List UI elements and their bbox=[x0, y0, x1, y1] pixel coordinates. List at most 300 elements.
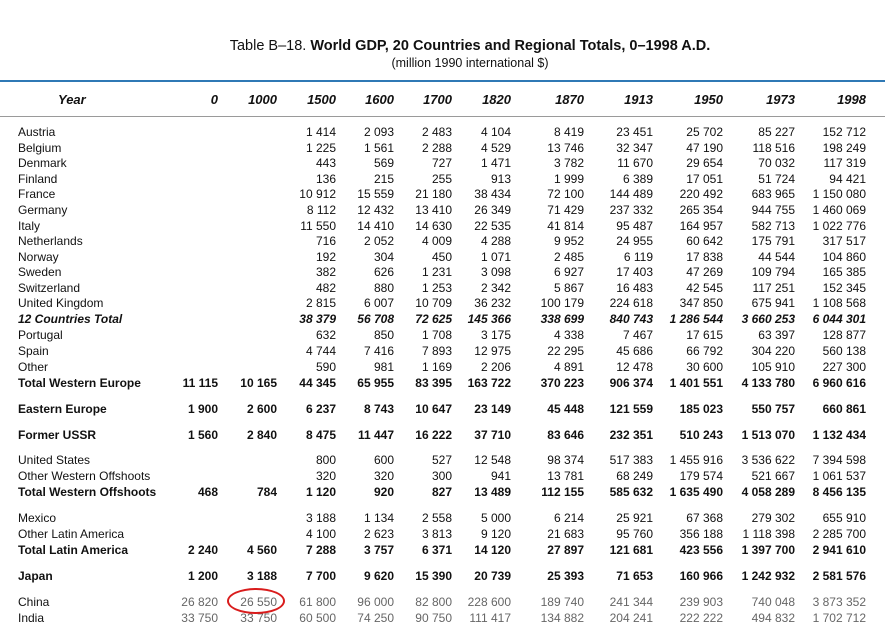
table-title-prefix: Table B–18. bbox=[229, 38, 307, 54]
table-cell: 655 910 bbox=[822, 511, 866, 525]
table-cell: 45 448 bbox=[547, 402, 584, 416]
table-cell: 65 955 bbox=[357, 376, 394, 390]
table-row bbox=[0, 344, 885, 359]
table-cell: 94 421 bbox=[829, 172, 866, 186]
highlight-circle bbox=[227, 588, 285, 614]
table-cell: 255 bbox=[431, 172, 452, 186]
table-cell: 237 332 bbox=[609, 203, 653, 217]
table-cell: 1 702 712 bbox=[812, 611, 866, 625]
table-cell: 1 286 544 bbox=[669, 312, 723, 326]
table-cell: 840 743 bbox=[609, 312, 653, 326]
table-cell: 118 516 bbox=[752, 141, 795, 155]
table-cell: 370 223 bbox=[540, 376, 584, 390]
row-label: Sweden bbox=[18, 265, 62, 279]
table-cell: 7 893 bbox=[421, 344, 452, 358]
table-cell: 3 660 253 bbox=[741, 312, 795, 326]
table-cell: 727 bbox=[431, 156, 452, 170]
table-cell: 14 410 bbox=[357, 219, 394, 233]
table-cell: 7 394 598 bbox=[812, 453, 866, 467]
table-cell: 2 623 bbox=[363, 527, 394, 541]
table-cell: 1 708 bbox=[421, 328, 452, 342]
table-cell: 21 683 bbox=[547, 527, 584, 541]
table-cell: 175 791 bbox=[751, 234, 795, 248]
table-cell: 7 700 bbox=[305, 569, 336, 583]
table-row bbox=[0, 187, 885, 202]
table-cell: 1 253 bbox=[421, 281, 452, 295]
table-cell: 24 955 bbox=[616, 234, 653, 248]
header-col-8: 1913 bbox=[624, 92, 653, 107]
table-cell: 1 561 bbox=[363, 141, 394, 155]
table-cell: 227 300 bbox=[822, 360, 866, 374]
row-label: 12 Countries Total bbox=[18, 312, 123, 326]
table-cell: 569 bbox=[373, 156, 394, 170]
table-cell: 23 149 bbox=[474, 402, 511, 416]
row-label: Finland bbox=[18, 172, 58, 186]
table-cell: 83 646 bbox=[547, 428, 584, 442]
table-cell: 660 861 bbox=[822, 402, 866, 416]
table-cell: 179 574 bbox=[679, 469, 723, 483]
table-cell: 3 175 bbox=[480, 328, 511, 342]
table-cell: 98 374 bbox=[547, 453, 584, 467]
table-cell: 279 302 bbox=[751, 511, 795, 525]
header-col-2: 1000 bbox=[248, 92, 277, 107]
table-cell: 51 724 bbox=[758, 172, 795, 186]
table-cell: 1 455 916 bbox=[669, 453, 723, 467]
header-col-6: 1820 bbox=[482, 92, 511, 107]
table-cell: 56 708 bbox=[357, 312, 394, 326]
table-cell: 6 960 616 bbox=[812, 376, 866, 390]
table-cell: 26 820 bbox=[181, 595, 218, 609]
table-cell: 1 169 bbox=[421, 360, 452, 374]
table-cell: 232 351 bbox=[609, 428, 653, 442]
table-cell: 6 007 bbox=[363, 296, 394, 310]
header-col-3: 1500 bbox=[307, 92, 336, 107]
table-row bbox=[0, 428, 885, 443]
table-cell: 10 647 bbox=[415, 402, 452, 416]
table-cell: 1 999 bbox=[553, 172, 584, 186]
table-cell: 2 093 bbox=[363, 125, 394, 139]
table-cell: 3 757 bbox=[363, 543, 394, 557]
table-cell: 14 630 bbox=[415, 219, 452, 233]
table-cell: 26 550 bbox=[240, 595, 277, 609]
table-cell: 144 489 bbox=[609, 187, 653, 201]
table-cell: 482 bbox=[315, 281, 336, 295]
table-cell: 600 bbox=[373, 453, 394, 467]
table-cell: 45 686 bbox=[616, 344, 653, 358]
table-cell: 4 891 bbox=[553, 360, 584, 374]
table-cell: 356 188 bbox=[679, 527, 723, 541]
table-cell: 109 794 bbox=[751, 265, 795, 279]
table-title bbox=[0, 37, 885, 55]
table-cell: 527 bbox=[431, 453, 452, 467]
table-cell: 4 288 bbox=[480, 234, 511, 248]
table-cell: 27 897 bbox=[547, 543, 584, 557]
table-row bbox=[0, 234, 885, 249]
table-cell: 2 285 700 bbox=[812, 527, 866, 541]
table-subtitle: (million 1990 international $) bbox=[391, 56, 549, 70]
header-col-9: 1950 bbox=[694, 92, 723, 107]
header-year: Year bbox=[58, 92, 86, 107]
table-cell: 198 249 bbox=[822, 141, 866, 155]
table-cell: 13 746 bbox=[547, 141, 584, 155]
table-cell: 11 670 bbox=[617, 156, 653, 170]
table-cell: 4 058 289 bbox=[741, 485, 795, 499]
table-cell: 152 345 bbox=[822, 281, 866, 295]
table-cell: 3 813 bbox=[421, 527, 452, 541]
table-cell: 22 535 bbox=[474, 219, 511, 233]
top-divider bbox=[0, 80, 885, 82]
table-row bbox=[0, 469, 885, 484]
table-cell: 72 100 bbox=[547, 187, 584, 201]
row-label: Norway bbox=[18, 250, 59, 264]
table-cell: 827 bbox=[431, 485, 452, 499]
table-cell: 21 180 bbox=[415, 187, 452, 201]
table-cell: 14 120 bbox=[474, 543, 511, 557]
table-cell: 10 709 bbox=[415, 296, 452, 310]
table-cell: 981 bbox=[373, 360, 394, 374]
table-cell: 82 800 bbox=[415, 595, 452, 609]
row-label: Japan bbox=[18, 569, 53, 583]
table-cell: 347 850 bbox=[679, 296, 723, 310]
table-cell: 8 743 bbox=[363, 402, 394, 416]
table-cell: 9 120 bbox=[480, 527, 511, 541]
table-cell: 10 165 bbox=[240, 376, 277, 390]
table-cell: 906 374 bbox=[609, 376, 653, 390]
table-cell: 83 395 bbox=[415, 376, 452, 390]
table-cell: 1 071 bbox=[480, 250, 511, 264]
table-cell: 1 022 776 bbox=[812, 219, 866, 233]
table-cell: 3 098 bbox=[480, 265, 511, 279]
table-cell: 1 242 932 bbox=[741, 569, 795, 583]
table-row bbox=[0, 328, 885, 343]
table-cell: 7 416 bbox=[363, 344, 394, 358]
table-cell: 30 600 bbox=[686, 360, 723, 374]
table-row bbox=[0, 511, 885, 526]
table-row bbox=[0, 312, 885, 327]
table-row bbox=[0, 172, 885, 187]
table-cell: 2 485 bbox=[553, 250, 584, 264]
table-row bbox=[0, 250, 885, 265]
table-cell: 4 133 780 bbox=[741, 376, 795, 390]
table-cell: 17 051 bbox=[686, 172, 723, 186]
row-label: Portugal bbox=[18, 328, 63, 342]
table-cell: 850 bbox=[373, 328, 394, 342]
table-cell: 38 379 bbox=[299, 312, 336, 326]
row-label: Total Western Offshoots bbox=[18, 485, 157, 499]
table-cell: 1 200 bbox=[187, 569, 218, 583]
table-cell: 224 618 bbox=[609, 296, 653, 310]
table-cell: 112 155 bbox=[541, 485, 584, 499]
table-cell: 220 492 bbox=[679, 187, 723, 201]
table-cell: 192 bbox=[315, 250, 336, 264]
row-label: Other Latin America bbox=[18, 527, 125, 541]
table-cell: 2 240 bbox=[187, 543, 218, 557]
table-cell: 8 419 bbox=[553, 125, 584, 139]
table-cell: 6 044 301 bbox=[812, 312, 866, 326]
table-row bbox=[0, 281, 885, 296]
table-cell: 11 550 bbox=[300, 219, 336, 233]
table-cell: 164 957 bbox=[679, 219, 723, 233]
table-cell: 22 295 bbox=[547, 344, 584, 358]
header-col-5: 1700 bbox=[423, 92, 452, 107]
table-cell: 121 681 bbox=[609, 543, 653, 557]
table-cell: 222 222 bbox=[679, 611, 723, 625]
table-cell: 3 782 bbox=[553, 156, 584, 170]
table-cell: 4 560 bbox=[246, 543, 277, 557]
row-label: China bbox=[18, 595, 50, 609]
table-cell: 3 188 bbox=[246, 569, 277, 583]
table-cell: 12 432 bbox=[357, 203, 394, 217]
table-row bbox=[0, 595, 885, 610]
table-cell: 1 132 434 bbox=[812, 428, 866, 442]
table-cell: 5 000 bbox=[480, 511, 511, 525]
table-cell: 8 456 135 bbox=[812, 485, 866, 499]
table-cell: 880 bbox=[373, 281, 394, 295]
table-cell: 632 bbox=[315, 328, 336, 342]
table-cell: 228 600 bbox=[467, 595, 511, 609]
table-cell: 468 bbox=[197, 485, 218, 499]
table-cell: 1 134 bbox=[363, 511, 394, 525]
table-cell: 521 667 bbox=[751, 469, 795, 483]
table-row bbox=[0, 485, 885, 500]
table-cell: 4 100 bbox=[305, 527, 336, 541]
table-cell: 1 401 551 bbox=[669, 376, 723, 390]
row-label: Other bbox=[18, 360, 49, 374]
table-cell: 17 403 bbox=[616, 265, 653, 279]
table-row bbox=[0, 453, 885, 468]
table-title-main: World GDP, 20 Countries and Regional Totals, 0–1998 A.D. bbox=[310, 38, 711, 54]
row-label: India bbox=[18, 611, 45, 625]
table-cell: 913 bbox=[490, 172, 511, 186]
table-cell: 8 112 bbox=[306, 203, 336, 217]
table-cell: 111 417 bbox=[469, 611, 511, 625]
table-cell: 585 632 bbox=[609, 485, 653, 499]
table-cell: 320 bbox=[373, 469, 394, 483]
table-cell: 33 750 bbox=[240, 611, 277, 625]
row-label: Switzerland bbox=[18, 281, 81, 295]
table-cell: 71 653 bbox=[616, 569, 653, 583]
table-cell: 4 104 bbox=[480, 125, 511, 139]
row-label: United Kingdom bbox=[18, 296, 104, 310]
table-cell: 338 699 bbox=[540, 312, 584, 326]
table-cell: 1 118 398 bbox=[742, 527, 795, 541]
table-cell: 128 877 bbox=[822, 328, 866, 342]
table-cell: 920 bbox=[373, 485, 394, 499]
table-cell: 17 838 bbox=[686, 250, 723, 264]
table-cell: 12 975 bbox=[474, 344, 511, 358]
table-cell: 626 bbox=[373, 265, 394, 279]
table-cell: 740 048 bbox=[751, 595, 795, 609]
table-cell: 74 250 bbox=[357, 611, 394, 625]
table-cell: 68 249 bbox=[616, 469, 653, 483]
table-cell: 1 231 bbox=[421, 265, 452, 279]
table-cell: 71 429 bbox=[547, 203, 584, 217]
table-cell: 96 000 bbox=[357, 595, 394, 609]
table-cell: 1 471 bbox=[480, 156, 511, 170]
table-cell: 117 251 bbox=[752, 281, 795, 295]
table-row bbox=[0, 402, 885, 417]
table-cell: 800 bbox=[315, 453, 336, 467]
row-label: Total Western Europe bbox=[18, 376, 141, 390]
table-row bbox=[0, 376, 885, 391]
table-row bbox=[0, 125, 885, 140]
table-cell: 60 642 bbox=[686, 234, 723, 248]
table-cell: 25 702 bbox=[686, 125, 723, 139]
table-cell: 6 237 bbox=[305, 402, 336, 416]
table-row bbox=[0, 203, 885, 218]
table-cell: 66 792 bbox=[686, 344, 723, 358]
table-cell: 25 393 bbox=[547, 569, 584, 583]
table-cell: 3 873 352 bbox=[812, 595, 866, 609]
table-cell: 136 bbox=[315, 172, 336, 186]
table-cell: 61 800 bbox=[299, 595, 336, 609]
table-cell: 85 227 bbox=[758, 125, 795, 139]
table-cell: 33 750 bbox=[181, 611, 218, 625]
table-cell: 16 222 bbox=[415, 428, 452, 442]
table-cell: 784 bbox=[256, 485, 277, 499]
table-cell: 1 513 070 bbox=[741, 428, 795, 442]
table-cell: 47 269 bbox=[686, 265, 723, 279]
table-cell: 44 544 bbox=[758, 250, 795, 264]
table-cell: 320 bbox=[315, 469, 336, 483]
row-label: Belgium bbox=[18, 141, 62, 155]
table-cell: 165 385 bbox=[822, 265, 866, 279]
table-cell: 160 966 bbox=[679, 569, 723, 583]
table-row bbox=[0, 360, 885, 375]
table-cell: 550 757 bbox=[751, 402, 795, 416]
table-cell: 6 389 bbox=[622, 172, 653, 186]
table-cell: 265 354 bbox=[679, 203, 723, 217]
table-cell: 20 739 bbox=[474, 569, 511, 583]
table-cell: 163 722 bbox=[467, 376, 511, 390]
row-label: Italy bbox=[18, 219, 41, 233]
row-label: Spain bbox=[18, 344, 49, 358]
row-label: United States bbox=[18, 453, 91, 467]
table-row bbox=[0, 219, 885, 234]
table-cell: 560 138 bbox=[822, 344, 866, 358]
row-label: Austria bbox=[18, 125, 56, 139]
table-cell: 10 912 bbox=[299, 187, 336, 201]
table-cell: 2 941 610 bbox=[812, 543, 866, 557]
table-cell: 1 397 700 bbox=[741, 543, 795, 557]
table-cell: 9 952 bbox=[553, 234, 584, 248]
header-col-7: 1870 bbox=[555, 92, 584, 107]
table-cell: 450 bbox=[431, 250, 452, 264]
table-cell: 304 bbox=[373, 250, 394, 264]
table-cell: 241 344 bbox=[609, 595, 653, 609]
table-cell: 4 009 bbox=[421, 234, 452, 248]
table-cell: 25 921 bbox=[616, 511, 653, 525]
table-cell: 215 bbox=[373, 172, 394, 186]
table-row bbox=[0, 611, 885, 626]
table-cell: 23 451 bbox=[616, 125, 653, 139]
table-cell: 90 750 bbox=[415, 611, 452, 625]
row-label: Other Western Offshoots bbox=[18, 469, 151, 483]
row-label: Total Latin America bbox=[18, 543, 129, 557]
table-cell: 582 713 bbox=[751, 219, 795, 233]
table-cell: 95 487 bbox=[616, 219, 653, 233]
table-cell: 1 120 bbox=[305, 485, 336, 499]
table-cell: 300 bbox=[431, 469, 452, 483]
table-cell: 37 710 bbox=[474, 428, 511, 442]
table-cell: 1 635 490 bbox=[669, 485, 723, 499]
row-label: Netherlands bbox=[18, 234, 83, 248]
table-cell: 44 345 bbox=[299, 376, 336, 390]
table-row bbox=[0, 156, 885, 171]
table-cell: 4 744 bbox=[305, 344, 336, 358]
table-cell: 60 500 bbox=[299, 611, 336, 625]
table-cell: 2 206 bbox=[480, 360, 511, 374]
header-col-1: 0 bbox=[210, 92, 218, 107]
table-cell: 36 232 bbox=[474, 296, 511, 310]
table-cell: 189 740 bbox=[540, 595, 584, 609]
table-cell: 2 052 bbox=[363, 234, 394, 248]
table-cell: 9 620 bbox=[363, 569, 394, 583]
table-cell: 67 368 bbox=[686, 511, 723, 525]
header-col-10: 1973 bbox=[766, 92, 795, 107]
table-cell: 304 220 bbox=[751, 344, 795, 358]
table-cell: 443 bbox=[315, 156, 336, 170]
table-cell: 590 bbox=[315, 360, 336, 374]
table-row bbox=[0, 569, 885, 584]
table-cell: 145 366 bbox=[467, 312, 511, 326]
table-cell: 239 903 bbox=[679, 595, 723, 609]
table-cell: 6 119 bbox=[623, 250, 653, 264]
table-cell: 17 615 bbox=[686, 328, 723, 342]
table-cell: 11 115 bbox=[182, 376, 218, 390]
table-cell: 1 900 bbox=[187, 402, 218, 416]
table-cell: 3 536 622 bbox=[741, 453, 795, 467]
table-cell: 683 965 bbox=[751, 187, 795, 201]
table-cell: 16 483 bbox=[616, 281, 653, 295]
table-cell: 104 860 bbox=[822, 250, 866, 264]
table-cell: 11 447 bbox=[357, 428, 394, 442]
table-row bbox=[0, 296, 885, 311]
table-cell: 13 489 bbox=[474, 485, 511, 499]
table-cell: 941 bbox=[490, 469, 511, 483]
table-cell: 38 434 bbox=[474, 187, 511, 201]
table-cell: 2 558 bbox=[421, 511, 452, 525]
header-divider bbox=[0, 116, 885, 117]
table-cell: 121 559 bbox=[609, 402, 653, 416]
row-label: Mexico bbox=[18, 511, 57, 525]
table-cell: 6 927 bbox=[553, 265, 584, 279]
table-cell: 2 600 bbox=[246, 402, 277, 416]
table-cell: 26 349 bbox=[474, 203, 511, 217]
table-cell: 47 190 bbox=[686, 141, 723, 155]
table-cell: 944 755 bbox=[751, 203, 795, 217]
table-row bbox=[0, 265, 885, 280]
table-cell: 675 941 bbox=[751, 296, 795, 310]
table-cell: 2 815 bbox=[305, 296, 336, 310]
table-cell: 517 383 bbox=[609, 453, 653, 467]
table-cell: 6 371 bbox=[421, 543, 452, 557]
table-cell: 105 910 bbox=[751, 360, 795, 374]
table-cell: 317 517 bbox=[822, 234, 866, 248]
table-cell: 117 319 bbox=[823, 156, 866, 170]
table-cell: 1 225 bbox=[305, 141, 336, 155]
row-label: Denmark bbox=[18, 156, 67, 170]
row-label: Eastern Europe bbox=[18, 402, 107, 416]
table-cell: 2 840 bbox=[246, 428, 277, 442]
table-cell: 12 478 bbox=[616, 360, 653, 374]
table-cell: 2 483 bbox=[421, 125, 452, 139]
table-cell: 70 032 bbox=[758, 156, 795, 170]
table-cell: 494 832 bbox=[751, 611, 795, 625]
table-cell: 32 347 bbox=[616, 141, 653, 155]
table-cell: 6 214 bbox=[553, 511, 584, 525]
table-cell: 100 179 bbox=[540, 296, 584, 310]
